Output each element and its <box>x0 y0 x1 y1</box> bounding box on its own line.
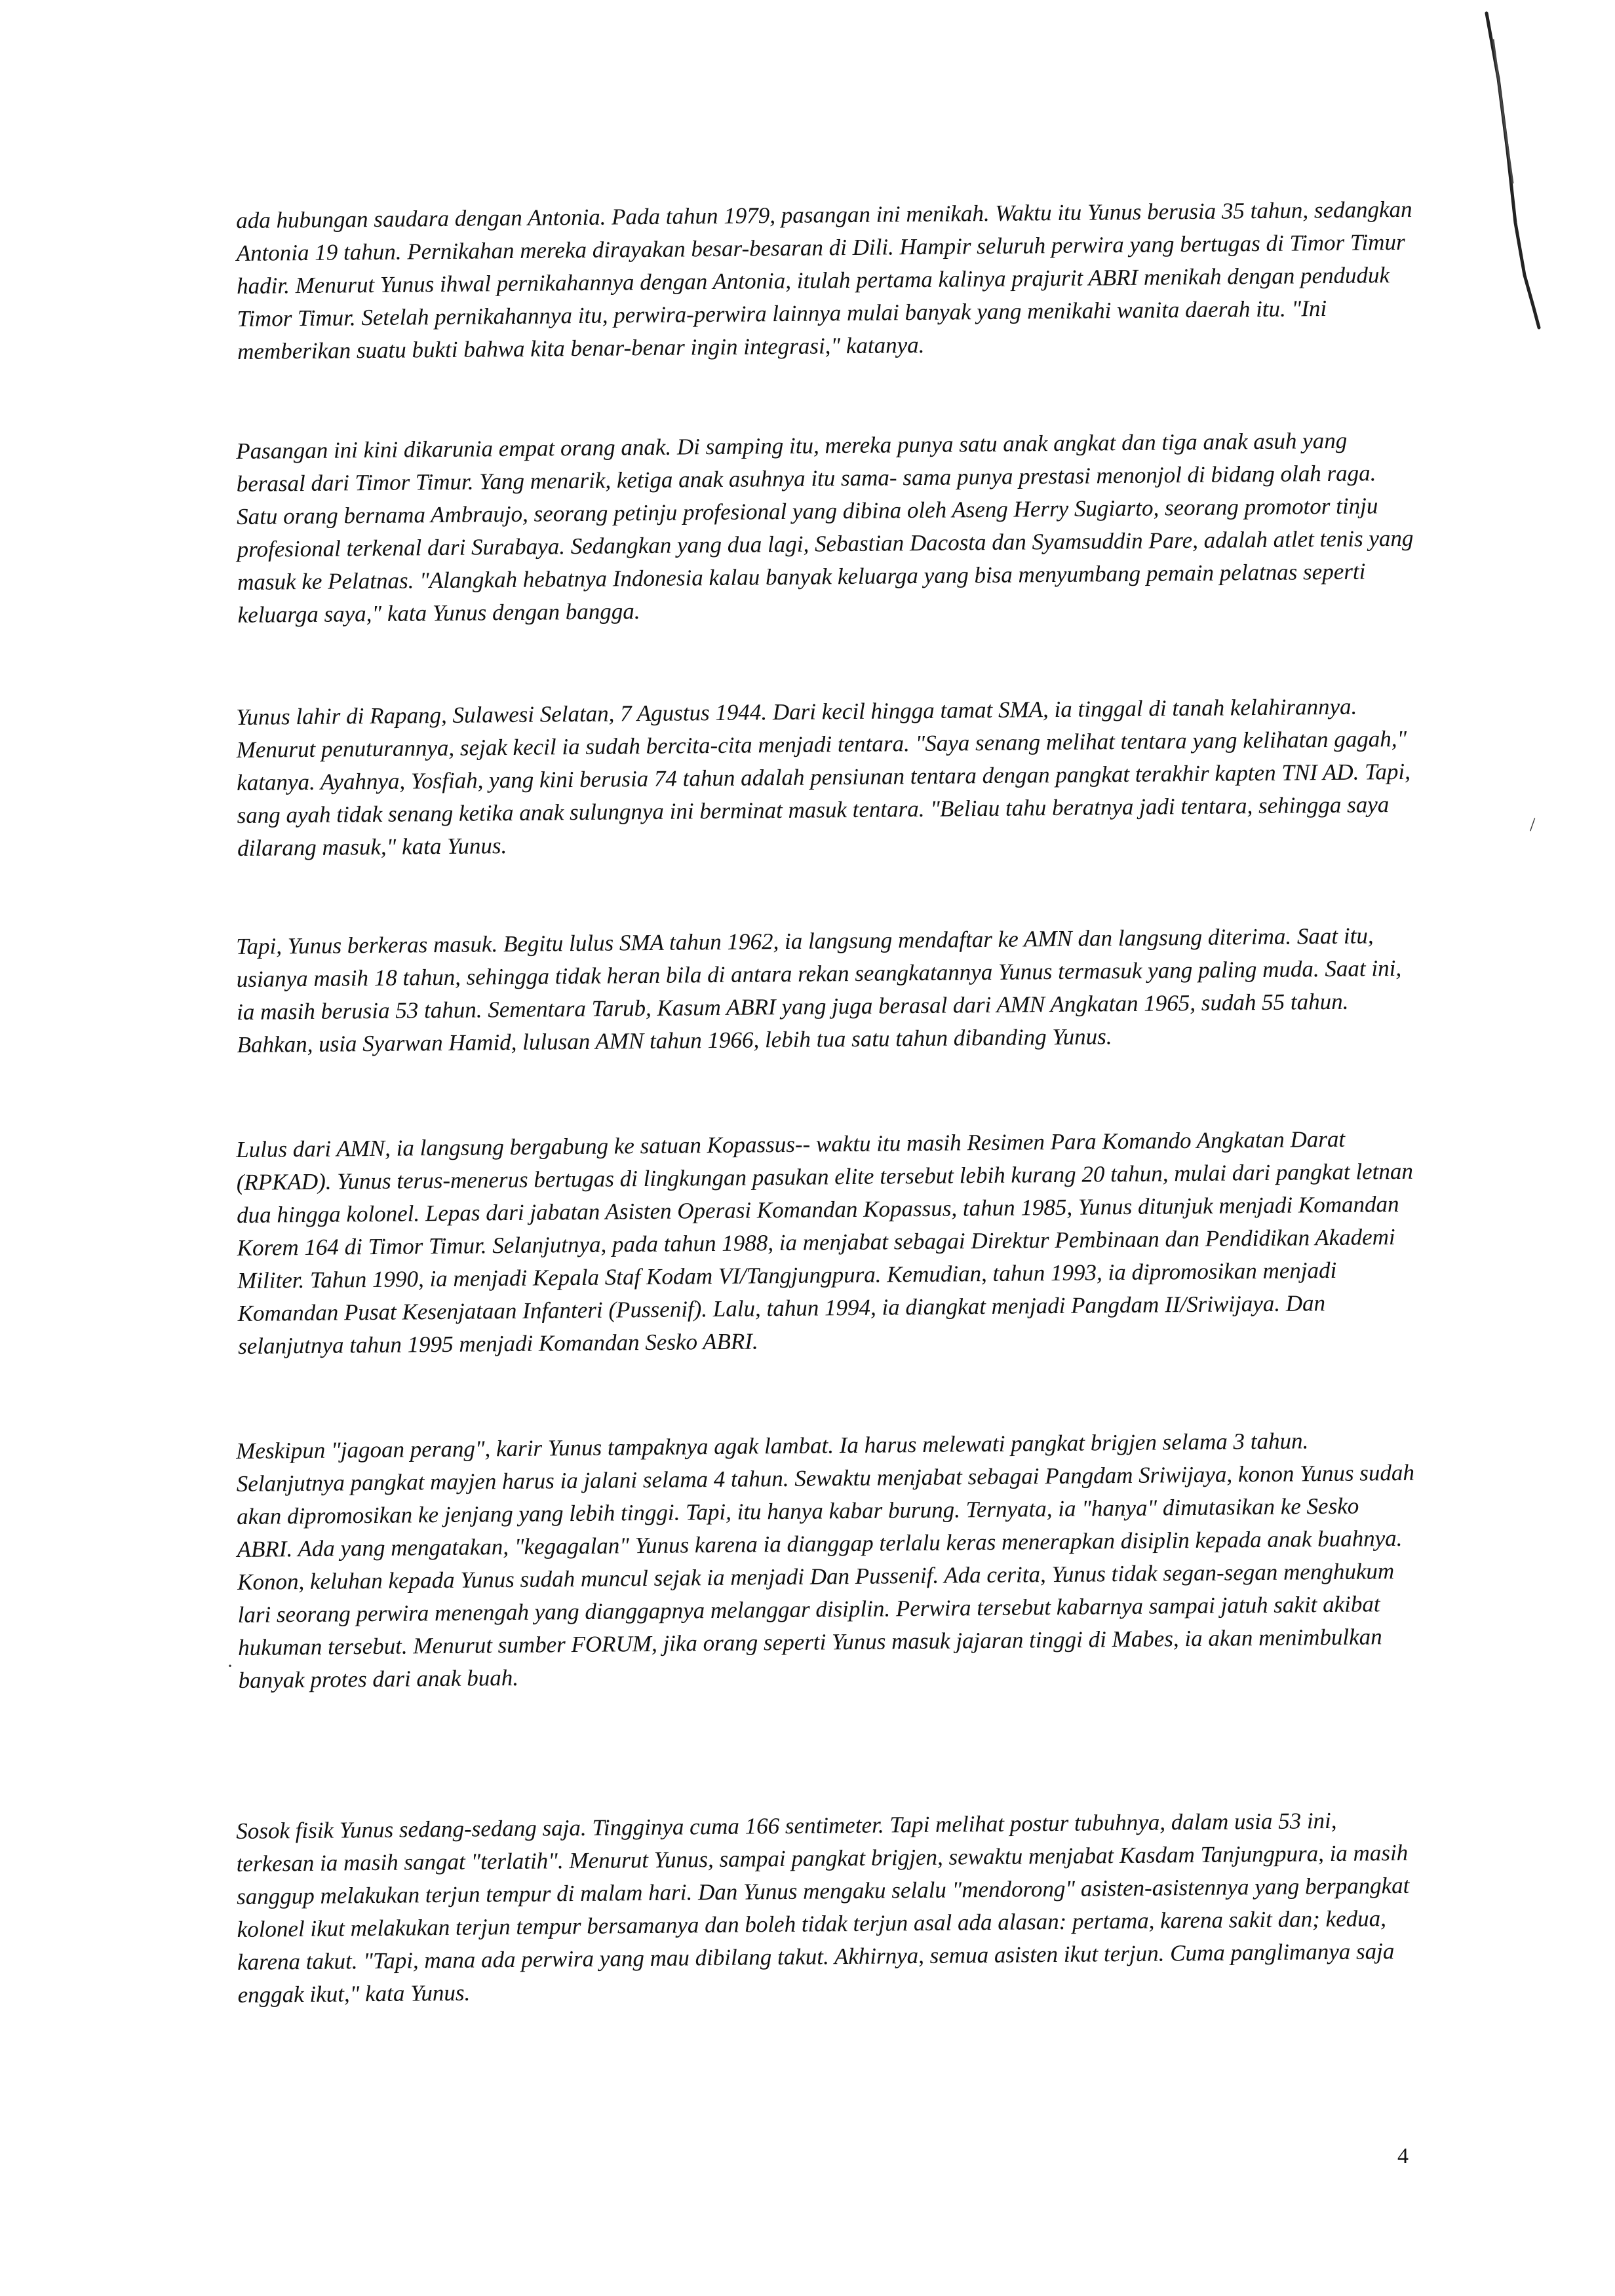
paragraph-4 <box>236 919 1417 1062</box>
paragraph-text: Yunus lahir di Rapang, Sulawesi Selatan, 7 Agustus 1944. Dari kecil hingga tamat SMA, ia tinggal di tanah kelahirannya. Menurut penuturannya, sejak kecil ia sudah bercita-cita menjadi tentara. "Saya senang melihat tentara yang kelihatan gagah," katanya. Ayahnya, Yosfiah, yang kini berusia 74 tahun adalah pensiunan tentara dengan pangkat terakhir kapten TNI AD. Tapi, sang ayah tidak senang ketika anak sulungnya ini berminat masuk tentara. "Beliau tahu beratnya jadi tentara, sehingga saya dilarang masuk," kata Yunus. <box>236 693 1411 861</box>
paragraph-5 <box>236 1122 1418 1363</box>
paragraph-text: Tapi, Yunus berkeras masuk. Begitu lulus SMA tahun 1962, ia langsung mendaftar ke AMN dan langsung diterima. Saat itu, usianya masih 18 tahun, sehingga tidak heran bila di antara rekan seangkatannya Yunus termasuk yang paling muda. Saat ini, ia masih berusia 53 tahun. Sementara Tarub, Kasum ABRI yang juga berasal dari AMN Angkatan 1965, sudah 55 tahun. Bahkan, usia Syarwan Hamid, lulusan AMN tahun 1966, lebih tua satu tahun dibanding Yunus. <box>236 923 1402 1058</box>
page-number: 4 <box>1397 2144 1409 2168</box>
paragraph-text: Pasangan ini kini dikarunia empat orang anak. Di samping itu, mereka punya satu anak angkat dan tiga anak asuh yang berasal dari Timor Timur. Yang menarik, ketiga anak asuhnya itu sama- sama punya prestasi menonjol di bidang olah raga. Satu orang bernama Ambraujo, seorang petinju profesional yang dibina oleh Aseng Herry Sugiarto, seorang promotor tinju profesional terkenal dari Surabaya. Sedangkan yang dua lagi, Sebastian Dacosta dan Syamsuddin Pare, adalah atlet tenis yang masuk ke Pelatnas. "Alangkah hebatnya Indonesia kalau banyak keluarga yang bisa menyumbang pemain pelatnas seperti keluarga saya," kata Yunus dengan bangga. <box>236 427 1414 628</box>
paragraph-text: Lulus dari AMN, ia langsung bergabung ke satuan Kopassus-- waktu itu masih Resimen Para Komando Angkatan Darat (RPKAD). Yunus terus-menerus bertugas di lingkungan pasukan elite tersebut lebih kurang 20 tahun, mulai dari pangkat letnan dua hingga kolonel. Lepas dari jabatan Asisten Operasi Komandan Kopassus, tahun 1985, Yunus ditunjuk menjadi Komandan Korem 164 di Timor Timur. Selanjutnya, pada tahun 1988, ia menjabat sebagai Direktur Pembinaan dan Pendidikan Akademi Militer. Tahun 1990, ia menjadi Kepala Staf Kodam VI/Tangjungpura. Kemudian, tahun 1993, ia dipromosikan menjadi Komandan Pusat Kesenjataan Infanteri (Pussenif). Lalu, tahun 1994, ia diangkat menjadi Pangdam II/Sriwijaya. Dan selanjutnya tahun 1995 menjadi Komandan Sesko ABRI. <box>236 1126 1414 1359</box>
stray-tick-mark: / <box>1530 814 1536 835</box>
paragraph-text: ada hubungan saudara dengan Antonia. Pada tahun 1979, pasangan ini menikah. Waktu itu Yunus berusia 35 tahun, sedangkan Antonia 19 tahun. Pernikahan mereka dirayakan besar-besaran di Dili. Hampir seluruh perwira yang bertugas di Timor Timur hadir. Menurut Yunus ihwal pernikahannya dengan Antonia, itulah pertama kalinya prajurit ABRI menikah dengan penduduk Timor Timur. Setelah pernikahannya itu, perwira-perwira lainnya mulai banyak yang menikahi wanita daerah itu. "Ini memberikan suatu bukti bahwa kita benar-benar ingin integrasi," katanya. <box>236 196 1412 364</box>
paragraph-2 <box>236 424 1418 632</box>
paragraph-text: Sosok fisik Yunus sedang-sedang saja. Tingginya cuma 166 sentimeter. Tapi melihat postur tubuhnya, dalam usia 53 ini, terkesan ia masih sangat "terlatih". Menurut Yunus, sampai pangkat brigjen, sewaktu menjabat Kasdam Tanjungpura, ia masih sanggup melakukan terjun tempur di malam hari. Dan Yunus mengaku selalu "mendorong" asisten-asistennya yang berpangkat kolonel ikut melakukan terjun tempur bersamanya dan boleh tidak terjun asal ada alasan: pertama, karena sakit dan; kedua, karena takut. "Tapi, mana ada perwira yang mau dibilang takut. Akhirnya, semua asisten ikut terjun. Cuma panglimanya saja enggak ikut," kata Yunus. <box>236 1807 1410 2008</box>
paragraph-3 <box>236 690 1417 865</box>
paragraph-6 <box>236 1424 1418 1697</box>
paragraph-text: Meskipun "jagoan perang", karir Yunus tampaknya agak lambat. Ia harus melewati pangkat brigjen selama 3 tahun. Selanjutnya pangkat mayjen harus ia jalani selama 4 tahun. Sewaktu menjabat sebagai Pangdam Sriwijaya, konon Yunus sudah akan dipromosikan ke jenjang yang lebih tinggi. Tapi, itu hanya kabar burung. Ternyata, ia "hanya" dimutasikan ke Sesko ABRI. Ada yang mengatakan, "kegagalan" Yunus karena ia dianggap terlalu keras menerapkan disiplin kepada anak buahnya. Konon, keluhan kepada Yunus sudah muncul sejak ia menjadi Dan Pussenif. Ada cerita, Yunus tidak segan-segan menghukum lari seorang perwira menengah yang dianggapnya melanggar disiplin. Perwira tersebut kabarnya sampai jatuh sakit akibat hukuman tersebut. Menurut sumber FORUM, jika orang seperti Yunus masuk jajaran tinggi di Mabes, ia akan menimbulkan banyak protes dari anak buah. <box>236 1428 1415 1693</box>
paragraph-1 <box>236 193 1417 368</box>
paragraph-7 <box>236 1804 1418 2012</box>
stray-dot-mark: · <box>227 1655 233 1677</box>
